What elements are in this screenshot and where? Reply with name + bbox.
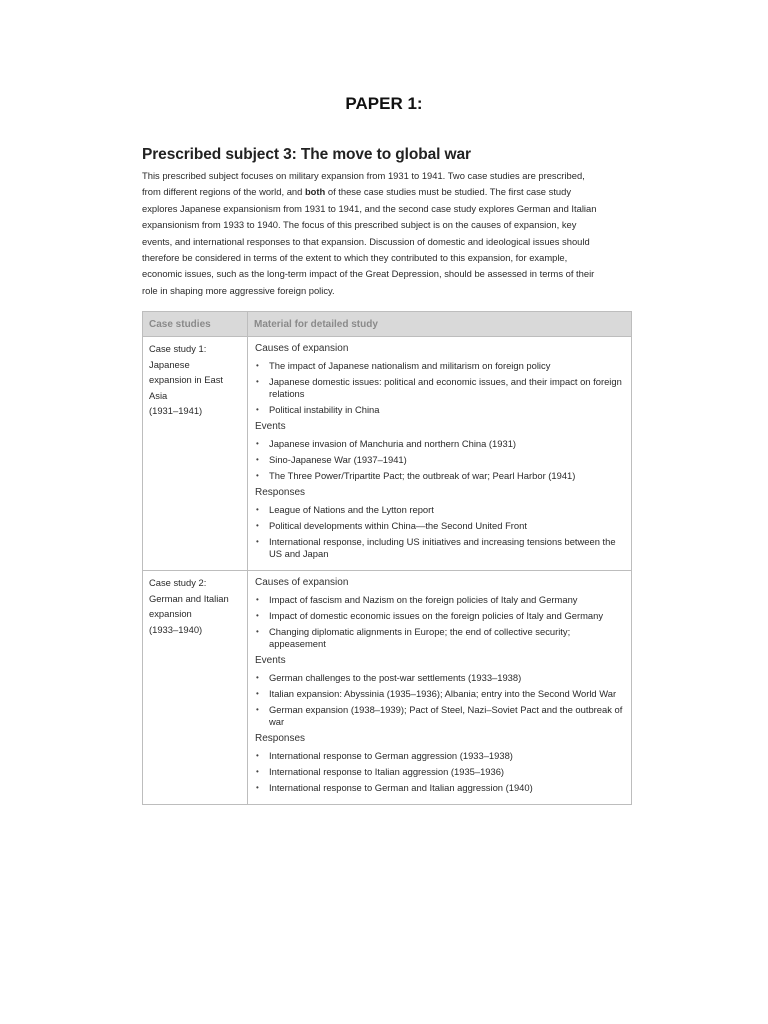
case-study-label: expansion in East: [149, 374, 224, 386]
bullet-item: • International response to German aggression (1933–1938): [255, 750, 624, 762]
bullet-item: • Japanese domestic issues: political and economic issues, and their impact on foreign relations: [255, 376, 624, 400]
header-case-studies: Case studies: [143, 312, 248, 337]
bullet-list: [255, 750, 624, 794]
bullet-item: • German challenges to the post-war settlements (1933–1938): [255, 672, 624, 684]
table-header-row: [143, 312, 632, 337]
section-title: Events: [255, 421, 286, 432]
bullet-list: [255, 438, 624, 482]
intro-line: [142, 266, 636, 282]
intro-line: [142, 184, 636, 200]
case-study-label: (1931–1941): [149, 405, 203, 417]
bullet-item: • Political developments within China—the Second United Front: [255, 520, 624, 532]
bullet-item: • League of Nations and the Lytton report: [255, 504, 624, 516]
bullet-item: • International response to German and Italian aggression (1940): [255, 782, 624, 794]
intro-line: [142, 217, 636, 233]
intro-text: therefore be considered in terms of the extent to which they contributed to this expansion, for example,: [142, 252, 568, 264]
case-study-cell: [143, 337, 248, 571]
case-study-label: Japanese: [149, 358, 190, 370]
bullet-list: [255, 360, 624, 416]
bullet-item: • Sino-Japanese War (1937–1941): [255, 454, 624, 466]
intro-line: [142, 168, 636, 184]
section-title: Responses: [255, 733, 306, 744]
case-study-label: Case study 1:: [149, 343, 207, 354]
intro-text: explores Japanese expansionism from 1931 to 1941, and the second case study explores German and Italian: [142, 202, 597, 214]
bullet-list: [255, 504, 624, 560]
table-row: [143, 337, 632, 571]
paper-heading: PAPER 1:: [345, 94, 423, 113]
section-title: Events: [255, 655, 286, 666]
bullet-item: • Political instability in China: [255, 404, 624, 416]
bullet-item: • Italian expansion: Abyssinia (1935–1936); Albania; entry into the Second World War: [255, 688, 624, 700]
case-study-label: expansion: [149, 608, 192, 620]
bullet-item: • German expansion (1938–1939); Pact of Steel, Nazi–Soviet Pact and the outbreak of war: [255, 704, 624, 728]
case-study-label: Asia: [149, 389, 168, 401]
header-material: Material for detailed study: [248, 312, 632, 337]
intro-text: events, and international responses to that expansion. Discussion of domestic and ideological issues should: [142, 235, 590, 247]
case-study-label: (1933–1940): [149, 623, 203, 635]
intro-line: [142, 234, 636, 250]
intro-line: [142, 201, 636, 217]
intro-line: [142, 283, 636, 299]
bullet-item: • International response, including US initiatives and increasing tensions between the US and Japan: [255, 536, 624, 560]
section-title: Causes of expansion: [255, 577, 349, 588]
intro-text: of these case studies must be studied. The first case study: [325, 186, 572, 198]
material-cell: [248, 571, 632, 805]
bullet-item: • The impact of Japanese nationalism and militarism on foreign policy: [255, 360, 624, 372]
bullet-item: • Changing diplomatic alignments in Europe; the end of collective security; appeasement: [255, 626, 624, 650]
intro-text: from different regions of the world, and: [142, 186, 305, 198]
table-row: [143, 571, 632, 805]
intro-text: economic issues, such as the long-term impact of the Great Depression, should be assessed in terms of their: [142, 268, 595, 280]
material-cell: [248, 337, 632, 571]
bullet-item: • The Three Power/Tripartite Pact; the outbreak of war; Pearl Harbor (1941): [255, 470, 624, 482]
case-study-label: German and Italian: [149, 592, 229, 604]
bullet-item: • Japanese invasion of Manchuria and northern China (1931): [255, 438, 624, 450]
intro-text: role in shaping more aggressive foreign policy.: [142, 284, 335, 296]
section-title: Causes of expansion: [255, 343, 349, 354]
case-study-cell: [143, 571, 248, 805]
intro-line: [142, 250, 636, 266]
case-study-label: Case study 2:: [149, 577, 207, 588]
bullet-item: • International response to Italian aggression (1935–1936): [255, 766, 624, 778]
emphasis-text: both: [304, 186, 326, 198]
subject-title: Prescribed subject 3: The move to global war: [142, 146, 471, 163]
intro-text: expansionism from 1933 to 1940. The focus of this prescribed subject is on the causes of expansion, key: [142, 219, 577, 231]
section-title: Responses: [255, 487, 306, 498]
bullet-item: • Impact of fascism and Nazism on the foreign policies of Italy and Germany: [255, 594, 624, 606]
bullet-item: • Impact of domestic economic issues on the foreign policies of Italy and Germany: [255, 610, 624, 622]
intro-paragraph: [142, 168, 636, 299]
intro-text: This prescribed subject focuses on military expansion from 1931 to 1941. Two case studies are prescribed,: [142, 170, 585, 181]
case-study-table: [142, 311, 632, 805]
bullet-list: [255, 594, 624, 650]
bullet-list: [255, 672, 624, 728]
